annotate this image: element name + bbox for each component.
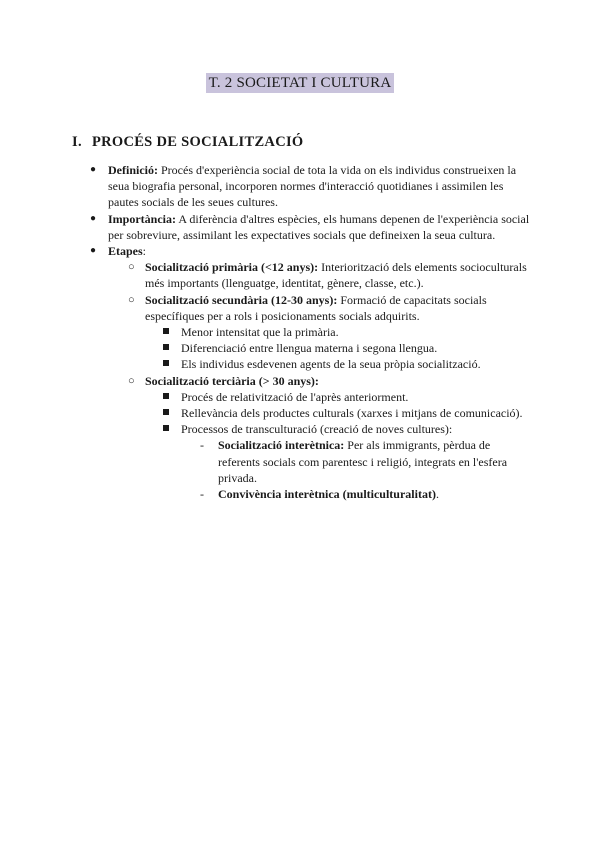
bullet-icon: ● (90, 212, 97, 224)
square-bullet-icon (163, 425, 169, 431)
term: Definició: (108, 163, 158, 177)
list-item-definicio (90, 162, 535, 211)
list-item (145, 421, 535, 502)
stages-list (108, 259, 535, 502)
list-item (145, 356, 535, 372)
stage-terciaria (108, 373, 535, 503)
definition-text: : (142, 244, 147, 259)
stage-secundaria (108, 292, 535, 373)
definition-text: Procés d'experiència social de tota la vida on els individus construeixen la seua biografia personal, incorporen normes d'interacció quotidianes i assimilen les pautes socials de les seues cultures. (108, 163, 517, 210)
list-item-importancia (90, 211, 535, 243)
point-text: Rellevància dels productes culturals (xarxes i mitjans de comunicació). (181, 406, 523, 421)
terciaria-points (145, 389, 535, 502)
sub-text: Per als immigrants, pèrdua de referents socials com parentesc i religió, integrats en l'esfera privada. (218, 438, 508, 485)
transculturacio-list (145, 437, 535, 502)
square-bullet-icon (163, 360, 169, 366)
list-item (145, 486, 535, 502)
bullet-icon: ● (90, 245, 97, 257)
definition-text: A diferència d'altres espècies, els humans depenen de l'experiència social per sobreviure, assimilant les expectatives socials que defineixen la seua cultura. (108, 211, 530, 242)
document-title: T. 2 SOCIETAT I CULTURA (206, 73, 395, 93)
point-text: Menor intensitat que la primària. (181, 325, 339, 340)
secundaria-points (145, 324, 535, 373)
circle-bullet-icon: ○ (128, 374, 135, 387)
title-container (0, 73, 600, 93)
bullet-icon: ● (90, 164, 97, 175)
stage-text: Formació de capacitats socials específiques per a rols i posicionaments socials adquirits. (145, 292, 487, 323)
point-text: Diferenciació entre llengua materna i segona llengua. (181, 341, 438, 356)
list-item (145, 389, 535, 405)
sub-term: Convivència interètnica (multiculturalitat) (218, 487, 436, 502)
stage-term: Socialització terciària (> 30 anys): (145, 373, 319, 388)
section-title: PROCÉS DE SOCIALITZACIÓ (91, 134, 304, 150)
term: Etapes (108, 244, 143, 259)
point-text: Els individus esdevenen agents de la seua pròpia socialització. (181, 357, 481, 372)
point-text: Processos de transculturació (creació de noves cultures): (181, 422, 453, 437)
list-item (145, 340, 535, 356)
list-item-etapes (90, 243, 535, 502)
term: Importància: (108, 211, 176, 226)
stage-text: Interiorització dels elements socioculturals més importants (llenguatge, identitat, gènere, classe, etc.). (145, 260, 527, 291)
main-list (90, 162, 535, 502)
dash-bullet-icon: - (200, 438, 204, 453)
stage-term: Socialització secundària (12-30 anys): (145, 292, 338, 307)
list-item (145, 405, 535, 421)
stage-primaria (108, 259, 535, 291)
list-item (145, 437, 535, 486)
square-bullet-icon (163, 328, 169, 334)
circle-bullet-icon: ○ (128, 261, 135, 274)
point-text: Procés de relativització de l'après anteriorment. (181, 389, 409, 404)
square-bullet-icon (163, 344, 169, 350)
stage-term: Socialització primària (<12 anys): (145, 260, 319, 275)
dash-bullet-icon: - (200, 487, 204, 502)
list-item (145, 324, 535, 340)
sub-text: . (435, 487, 439, 502)
square-bullet-icon (163, 409, 169, 415)
section-heading (72, 134, 304, 151)
circle-bullet-icon: ○ (128, 293, 135, 306)
section-number: I. (72, 134, 82, 150)
square-bullet-icon (163, 393, 169, 399)
sub-term: Socialització interètnica: (218, 438, 345, 453)
